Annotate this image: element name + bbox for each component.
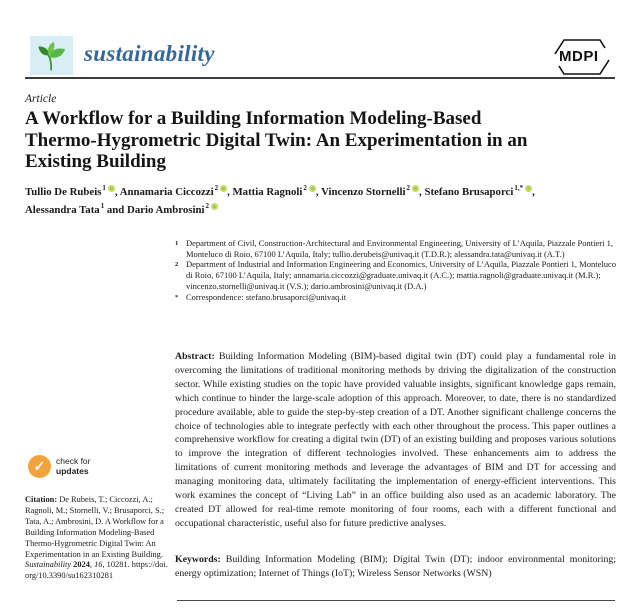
author <box>25 186 120 198</box>
author-name: Vincenzo Stornelli <box>321 185 406 198</box>
keywords-label: Keywords: <box>175 554 221 565</box>
paper-title <box>25 108 617 173</box>
citation-doi-link[interactable]: https://doi.org/10.3390/su162310281 <box>25 560 168 581</box>
badge-line-2: updates <box>56 465 89 476</box>
citation-block <box>25 495 169 582</box>
affiliation-text: Department of Civil, Construction-Architectural and Environmental Engineering, University of L’Aquila, Piazzale Pontieri 1, Monteluco di Roio, 67100 L’Aquila, Italy; tullio.derubeis@univaq.it (T.D.R.); alessandra.tata@univaq.it (A.T.) <box>186 238 613 259</box>
author-separator: , <box>114 185 120 198</box>
citation-authors-title: De Rubeis, T.; Ciccozzi, A.; Ragnoli, M.; Stornelli, V.; Brusaporci, S.; Tata, A.; Ambrosini, D. A Workflow for a Building Information Modeling-Based Thermo-Hygrometric Digital Twin: An Experimentation in an Existing Building. <box>25 495 165 559</box>
author <box>127 204 218 216</box>
author-sup: 2 <box>406 184 411 192</box>
abstract <box>175 350 616 531</box>
author-name: Annamaria Ciccozzi <box>119 185 214 198</box>
author <box>321 186 424 198</box>
author-name: Dario Ambrosini <box>127 203 205 216</box>
author-name: Stefano Brusaporci <box>424 185 514 198</box>
citation-pages: 10281. <box>106 560 130 570</box>
checkmark-icon: ✓ <box>28 455 51 478</box>
author-separator: , <box>227 185 233 198</box>
header-divider <box>25 77 615 79</box>
author <box>120 186 233 198</box>
author-list <box>25 181 617 217</box>
citation-volume: 16 <box>94 560 103 570</box>
keywords <box>175 553 616 581</box>
orcid-icon[interactable] <box>412 185 419 192</box>
affiliation-marker: * <box>175 293 179 301</box>
article-type-label: Article <box>25 93 57 105</box>
citation-label: Citation: <box>25 495 58 504</box>
title-line-2: Thermo-Hygrometric Digital Twin: An Experimentation in an <box>25 129 528 151</box>
author-name: Mattia Ragnoli <box>232 185 303 198</box>
citation-year: 2024 <box>73 560 90 570</box>
author-separator: , <box>532 185 535 198</box>
affiliation-text: Department of Industrial and Information Engineering and Economics, University of L’Aquila, Piazzale Pontieri 1, Monteluco di Roio, 67100 L’Aquila, Italy; annamaria.ciccozzi@graduate.univaq.it (A.C.); mattia.ragnoli@graduate.univaq.it (M.R.); vincenzo.stornelli@univaq.it (V.S.); dario.ambrosini@univaq.it (D.A.) <box>186 259 617 291</box>
author <box>25 204 127 216</box>
affiliation-item <box>175 238 617 259</box>
mdpi-logo <box>551 38 613 76</box>
author-separator: , <box>315 185 322 198</box>
author-sup: 1,* <box>514 184 524 192</box>
abstract-text: Building Information Modeling (BIM)-based digital twin (DT) could play a fundamental role in overcoming the limitations of traditional monitoring methods by driving the digitalization of the construction sector. While existing studies on the topic have provided valuable insights, significant knowledge gaps remain, which continue to hinder the large-scale adoption of this approach. Moreover, to date, there is no standardized procedure available, able to guide the step-by-step creation of a DT. Another significant challenge concerns the choice of technologies able to integrate perfectly with each other throughout the process. This paper outlines a comprehensive workflow for creating a digital twin (DT) of an existing building and proposes various solutions to improve the integration of different technologies involved. These enhancements aim to address the limitations of current monitoring methods and leverage the advantages of BIM and DT for accessing and managing monitoring data, ultimately facilitating the implementation of energy-efficient interventions. This work examines the concept of “Living Lab” in an office building also used as an academic laboratory. The created DT allowed for real-time remote monitoring of four rooms, each with a different functional and occupational characteristic, useful also for future predictive analyses. <box>175 351 617 529</box>
title-line-3: Existing Building <box>25 151 166 172</box>
author-sup: 2 <box>214 184 219 192</box>
citation-separator: , <box>102 560 107 570</box>
correspondence-text: Correspondence: stefano.brusaporci@univaq.it <box>186 291 347 302</box>
keywords-text: Building Information Modeling (BIM); Digital Twin (DT); indoor environmental monitoring; energy optimization; Internet of Things (IoT); Wireless Sensor Networks (WSN) <box>175 554 616 579</box>
badge-line-1: check for <box>56 456 91 466</box>
author-sup: 1 <box>100 202 105 211</box>
journal-name: sustainability <box>84 41 215 66</box>
orcid-icon[interactable] <box>211 203 218 210</box>
affiliation-marker: 2 <box>175 261 179 269</box>
author-name: Alessandra Tata <box>25 203 100 216</box>
leaf-icon <box>35 39 69 72</box>
author <box>424 186 534 198</box>
affiliation-list <box>175 238 617 303</box>
mdpi-wordmark: MDPI <box>559 48 599 65</box>
check-for-updates-badge[interactable] <box>28 455 91 478</box>
affiliation-item <box>175 259 617 291</box>
citation-journal: Sustainability <box>25 560 72 570</box>
citation-separator: , <box>89 560 95 570</box>
author-sup: 1 <box>102 184 106 192</box>
title-line-1: A Workflow for a Building Information Modeling-Based <box>25 108 482 129</box>
author-sup: 2 <box>303 184 307 192</box>
orcid-icon[interactable] <box>309 185 316 192</box>
author-name: Tullio De Rubeis <box>25 185 102 198</box>
journal-logo <box>30 36 73 75</box>
author-separator: , <box>419 185 425 198</box>
abstract-label: Abstract: <box>175 351 215 362</box>
author <box>232 186 321 198</box>
affiliation-marker: 1 <box>175 240 179 247</box>
affiliation-item <box>175 292 617 304</box>
orcid-icon[interactable] <box>108 185 115 192</box>
badge-label <box>56 457 91 476</box>
section-divider <box>177 600 615 601</box>
author-sup: 2 <box>205 202 210 211</box>
author-separator: and <box>104 203 128 216</box>
